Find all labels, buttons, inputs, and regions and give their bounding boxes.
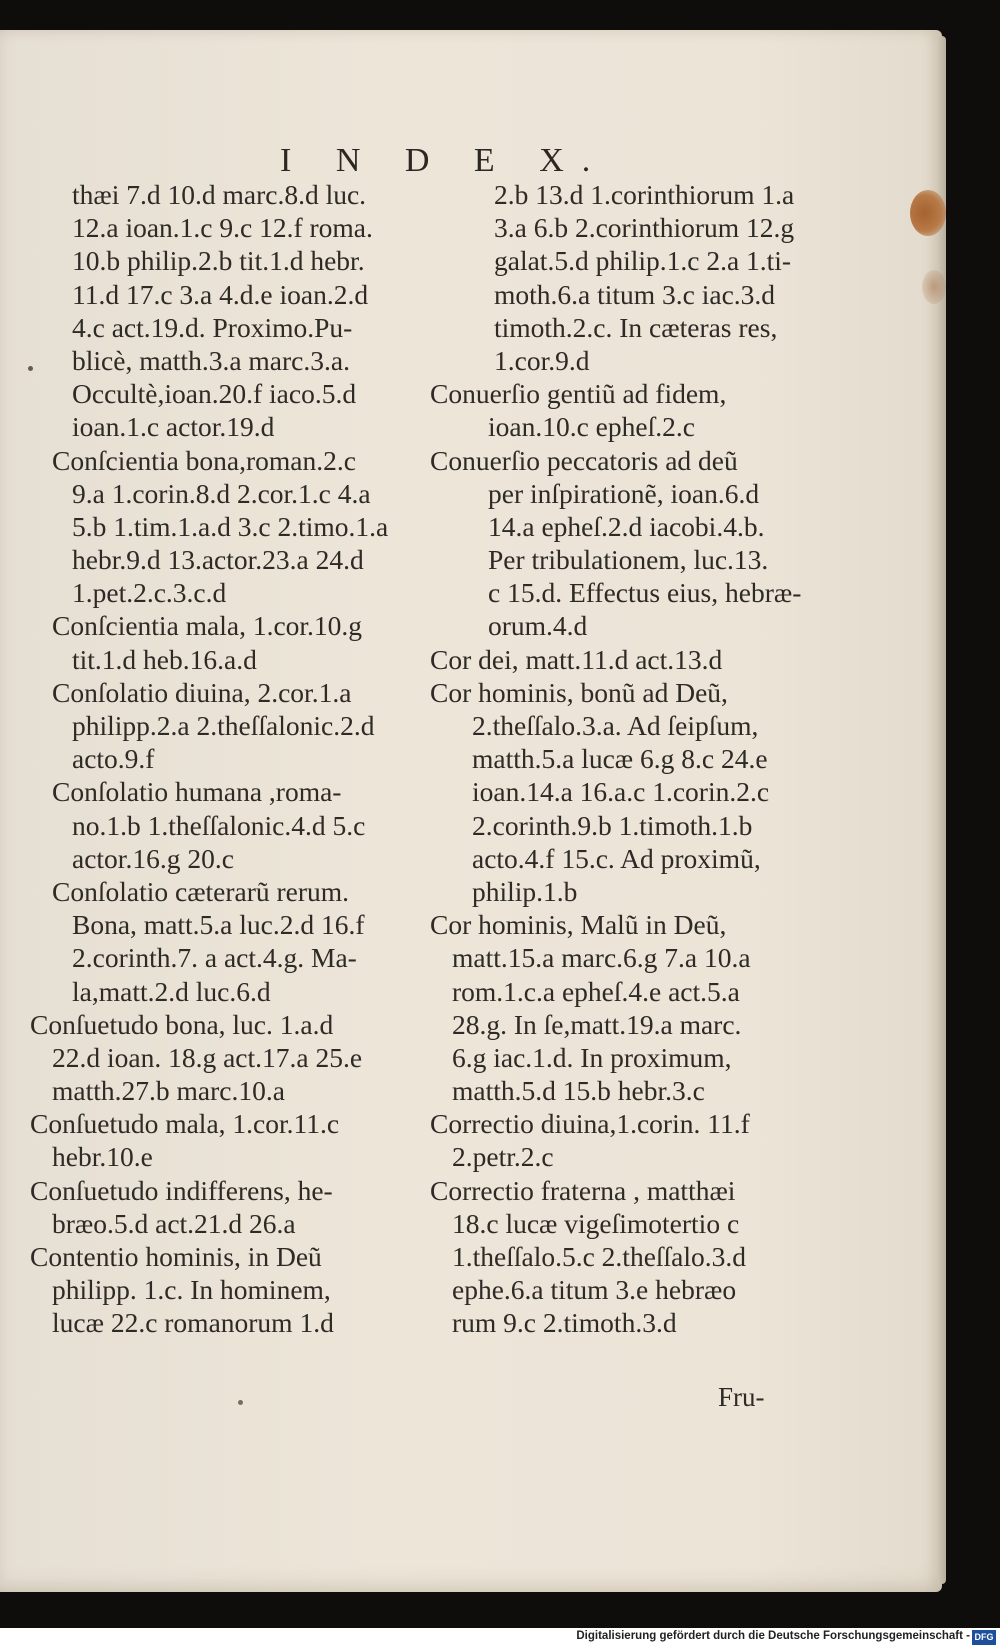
index-line: actor.16.g 20.c — [72, 842, 234, 874]
index-entry: Correctio diuina,1.corin. 11.f — [430, 1108, 750, 1140]
catchword: Fru- — [718, 1382, 765, 1412]
index-line: 2.petr.2.c — [452, 1141, 554, 1173]
index-line: acto.9.f — [72, 743, 155, 775]
index-line: Occultè,ioan.20.f iaco.5.d — [72, 378, 357, 410]
index-line: 12.a ioan.1.c 9.c 12.f roma. — [72, 212, 373, 244]
index-line: 9.a 1.corin.8.d 2.cor.1.c 4.a — [72, 477, 371, 509]
index-line: 10.b philip.2.b tit.1.d hebr. — [72, 245, 365, 277]
index-line: 6.g iac.1.d. In proximum, — [452, 1041, 732, 1073]
index-entry: Conſolatio humana ,roma- — [52, 776, 342, 808]
index-line: 5.b 1.tim.1.a.d 3.c 2.timo.1.a — [72, 510, 389, 542]
index-entry: Correctio fraterna , matthæi — [430, 1174, 736, 1206]
index-line: rom.1.c.a epheſ.4.e act.5.a — [452, 975, 740, 1007]
index-entry: Conſcientia mala, 1.cor.10.g — [52, 610, 363, 642]
page-header: I N D E X. — [280, 142, 609, 179]
funding-credit: Digitalisierung gefördert durch die Deutsche Forschungsgemeinschaft - — [576, 1630, 970, 1642]
index-column-right — [430, 178, 810, 1340]
index-line: thæi 7.d 10.d marc.8.d luc. — [72, 179, 367, 210]
index-line: la,matt.2.d luc.6.d — [72, 975, 271, 1007]
index-line: matth.5.a lucæ 6.g 8.c 24.e — [472, 743, 768, 775]
index-entry: Conuerſio peccatoris ad deũ — [430, 444, 738, 476]
index-line: 3.a 6.b 2.corinthiorum 12.g — [494, 212, 795, 244]
index-line: ephe.6.a titum 3.e hebræo — [452, 1274, 737, 1306]
page-edge — [938, 36, 946, 1584]
index-line: 11.d 17.c 3.a 4.d.e ioan.2.d — [72, 278, 369, 310]
index-line: 2.corinth.9.b 1.timoth.1.b — [472, 809, 753, 841]
index-line: 2.theſſalo.3.a. Ad ſeipſum, — [472, 710, 759, 741]
index-line: philip.1.b — [472, 875, 578, 907]
index-entry: Conſcientia bona,roman.2.c — [52, 444, 356, 476]
index-line: matt.15.a marc.6.g 7.a 10.a — [452, 942, 751, 974]
index-line: 4.c act.19.d. Proximo.Pu- — [72, 311, 353, 343]
index-line: per inſpirationẽ, ioan.6.d — [488, 477, 760, 509]
index-line: hebr.10.e — [52, 1141, 153, 1173]
index-entry: Cor hominis, Malũ in Deũ, — [430, 909, 727, 941]
index-line: ioan.10.c epheſ.2.c — [488, 411, 695, 443]
index-line: ioan.14.a 16.a.c 1.corin.2.c — [472, 776, 770, 808]
index-line: Per tribulationem, luc.13. — [488, 544, 769, 576]
index-line: c 15.d. Effectus eius, hebræ- — [488, 577, 802, 609]
index-entry: Conſuetudo bona, luc. 1.a.d — [30, 1008, 334, 1040]
index-entry: Contentio hominis, in Deũ — [30, 1241, 322, 1272]
index-line: no.1.b 1.theſſalonic.4.d 5.c — [72, 809, 366, 841]
index-line: acto.4.f 15.c. Ad proximũ, — [472, 842, 761, 874]
index-line: 14.a epheſ.2.d iacobi.4.b. — [488, 510, 765, 542]
ink-dot — [238, 1400, 243, 1405]
index-entry: Cor hominis, bonũ ad Deũ, — [430, 676, 728, 708]
index-entry: Conſuetudo indifferens, he- — [30, 1174, 333, 1206]
index-line: timoth.2.c. In cæteras res, — [494, 311, 778, 343]
stain-mark — [910, 190, 946, 236]
index-line: hebr.9.d 13.actor.23.a 24.d — [72, 544, 364, 576]
index-column-left — [30, 178, 410, 1340]
index-line: tit.1.d heb.16.a.d — [72, 643, 257, 675]
index-line: matth.5.d 15.b hebr.3.c — [452, 1075, 705, 1107]
index-entry: Conſuetudo mala, 1.cor.11.c — [30, 1108, 340, 1140]
index-line: bræo.5.d act.21.d 26.a — [52, 1207, 296, 1239]
index-line: galat.5.d philip.1.c 2.a 1.ti- — [494, 245, 792, 277]
index-line: lucæ 22.c romanorum 1.d — [52, 1307, 334, 1339]
index-line: 1.pet.2.c.3.c.d — [72, 577, 227, 609]
index-entry: Conſolatio diuina, 2.cor.1.a — [52, 676, 352, 708]
index-line: moth.6.a titum 3.c iac.3.d — [494, 278, 776, 310]
index-line: 1.theſſalo.5.c 2.theſſalo.3.d — [452, 1241, 747, 1272]
index-line: orum.4.d — [488, 610, 588, 642]
index-entry: Cor dei, matt.11.d act.13.d — [430, 643, 723, 675]
index-line: 22.d ioan. 18.g act.17.a 25.e — [52, 1041, 363, 1073]
index-line: philipp. 1.c. In hominem, — [52, 1274, 331, 1306]
index-line: philipp.2.a 2.theſſalonic.2.d — [72, 710, 375, 741]
index-line: rum 9.c 2.timoth.3.d — [452, 1307, 677, 1339]
index-entry: Conuerſio gentiũ ad fidem, — [430, 378, 727, 410]
index-line: Bona, matt.5.a luc.2.d 16.f — [72, 909, 365, 941]
index-line: 2.corinth.7. a act.4.g. Ma- — [72, 942, 357, 974]
index-entry: Conſolatio cæterarũ rerum. — [52, 875, 350, 907]
index-line: matth.27.b marc.10.a — [52, 1075, 285, 1107]
index-line: ioan.1.c actor.19.d — [72, 411, 275, 443]
index-line: 28.g. In ſe,matt.19.a marc. — [452, 1008, 742, 1040]
dfg-logo: DFG — [972, 1630, 996, 1645]
index-line: 2.b 13.d 1.corinthiorum 1.a — [494, 179, 795, 210]
index-line: 18.c lucæ vigeſimotertio c — [452, 1207, 740, 1239]
index-line: blicè, matth.3.a marc.3.a. — [72, 344, 350, 376]
index-line: 1.cor.9.d — [494, 344, 590, 376]
stain-mark-small — [922, 270, 946, 304]
